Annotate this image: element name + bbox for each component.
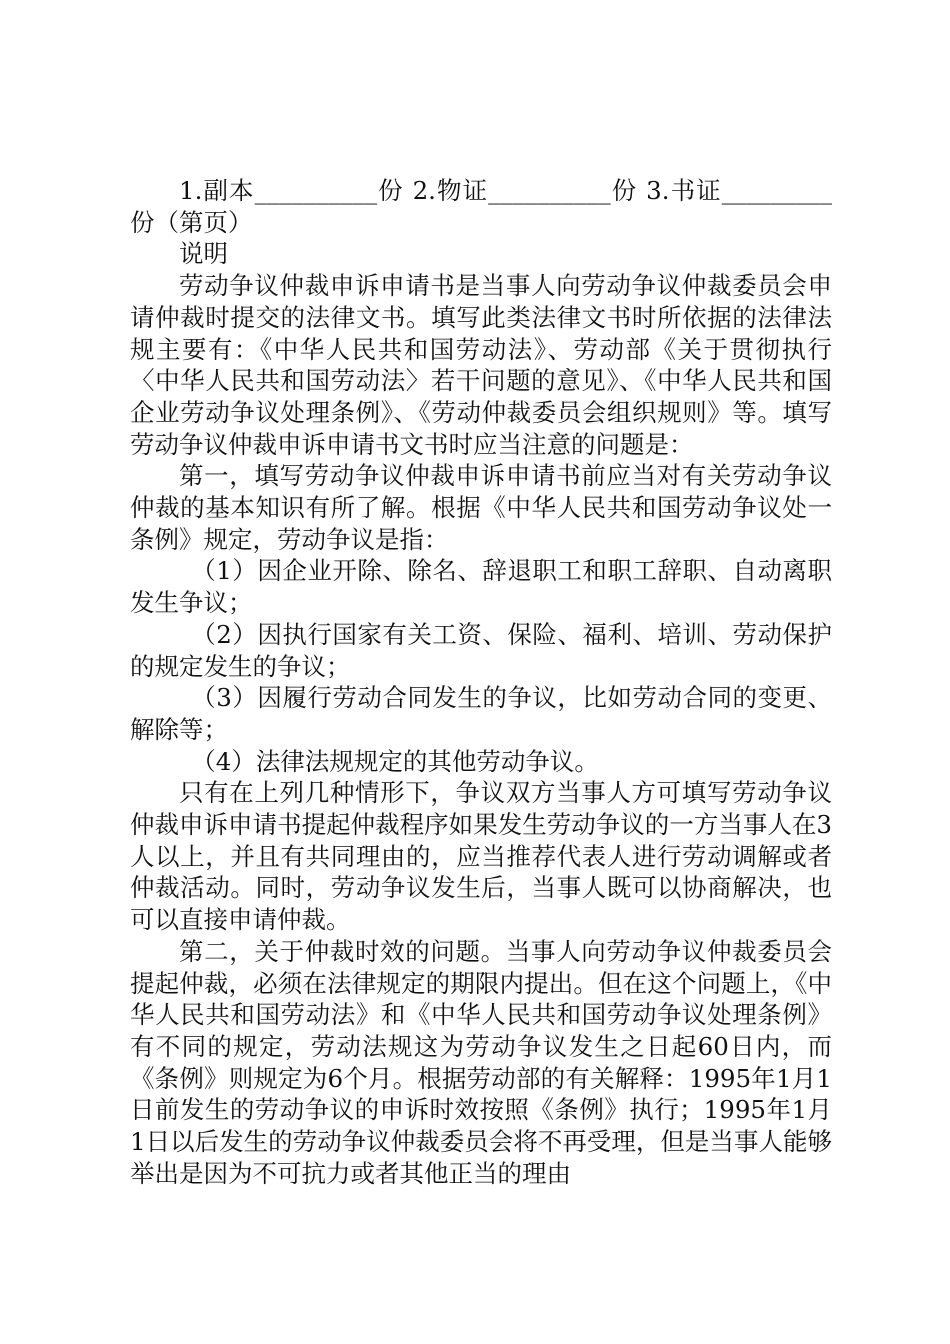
heading-explanation: 说明 [179,239,228,269]
list-item-3: （3）因履行劳动合同发生的争议，比如劳动合同的变更、解除等； [130,683,832,744]
list-item-1: （1）因企业开除、除名、辞退职工和职工辞职、自动离职发生争议； [130,556,832,618]
paragraph-second-point: 第二，关于仲裁时效的问题。当事人向劳动争议仲裁委员会提起仲裁，必须在法律规定的期限内提出。但在这个问题上，《中华人民共和国劳动法》和《中华人民共和国劳动争议处理条例》有不同的规定，劳动法规这为劳动争议发生之日起60日内，而《条例》则规定为6个月。根据劳动部的有关解释：1995年1月1日前发生的劳动争议的申诉时效按照《条例》执行；1995年1月1日以后发生的劳动争议仲裁委员会将不再受理，但是当事人能够举出是因为不可抗力或者其他正当的理由 [130,936,832,1188]
paragraph-intro: 劳动争议仲裁申诉申请书是当事人向劳动争议仲裁委员会申请仲裁时提交的法律文书。填写此类法律文书时所依据的法律法规主要有：《中华人民共和国劳动法》、劳动部《关于贯彻执行〈中华人民共和国劳动法〉若干问题的意见》、《中华人民共和国企业劳动争议处理条例》、《劳动仲裁委员会组织规则》等。填写劳动争议仲裁申诉申请书文书时应当注意的问题是： [130,271,832,459]
list-item-2: （2）因执行国家有关工资、保险、福利、培训、劳动保护的规定发生的争议； [130,619,832,681]
attachments-line: 1.副本__________份 2.物证__________份 3.书证_________份（第页） [130,176,832,237]
paragraph-only-under: 只有在上列几种情形下，争议双方当事人方可填写劳动争议仲裁申诉申请书提起仲裁程序如果发生劳动争议的一方当事人在3人以上，并且有共同理由的，应当推荐代表人进行劳动调解或者仲裁活动。同时，劳动争议发生后，当事人既可以协商解决，也可以直接申请仲裁。 [130,778,832,935]
list-item-4: （4）法律法规规定的其他劳动争议。 [191,746,599,776]
paragraph-first-point: 第一，填写劳动争议仲裁申诉申请书前应当对有关劳动争议仲裁的基本知识有所了解。根据《中华人民共和国劳动争议处一条例》规定，劳动争议是指： [130,461,832,554]
document-body [130,175,832,1190]
